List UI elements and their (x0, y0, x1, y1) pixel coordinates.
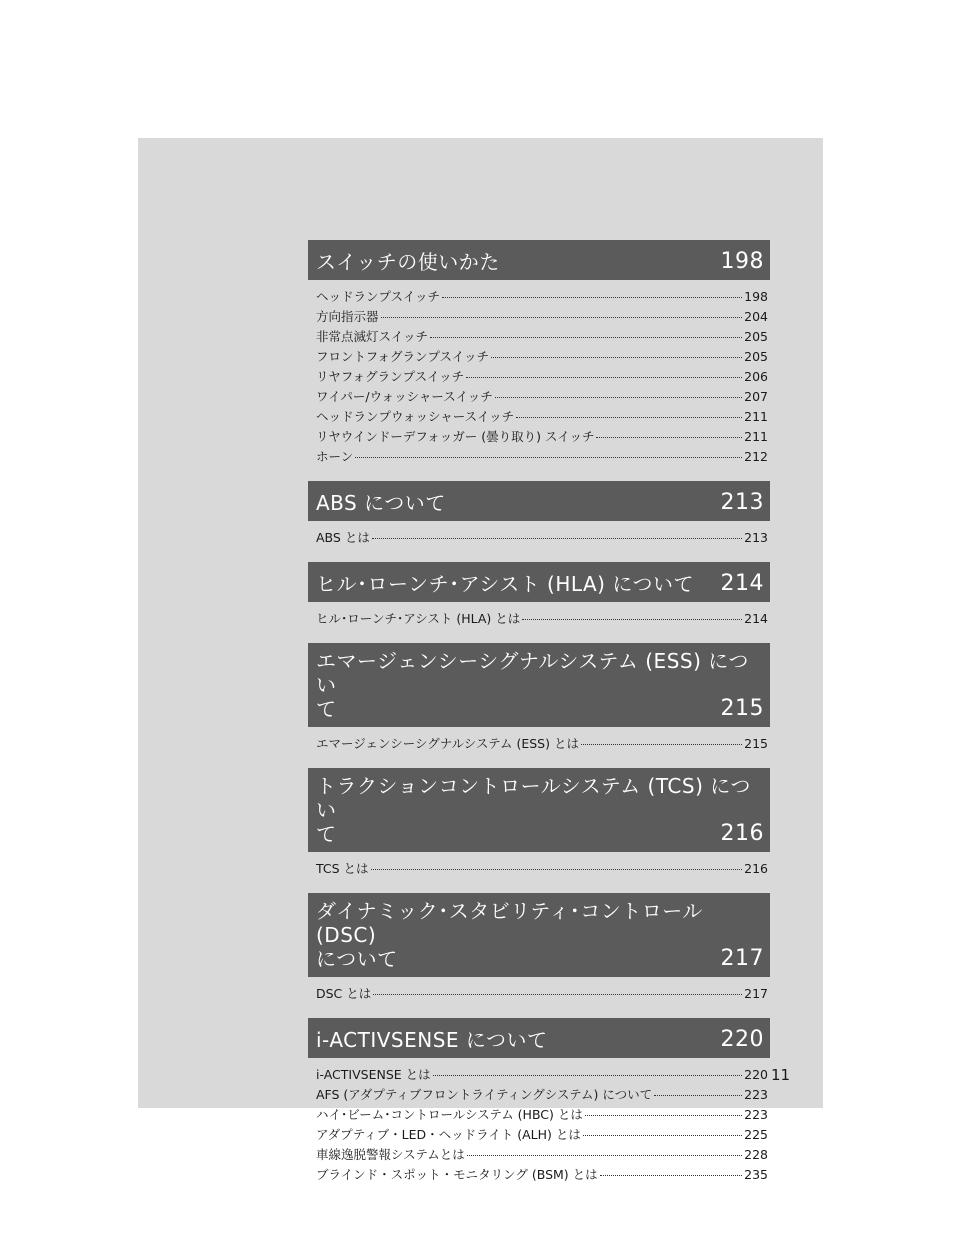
dot-leader (583, 1135, 742, 1136)
section-page-number: 216 (720, 821, 764, 846)
section-header[interactable] (308, 768, 770, 852)
dot-leader (372, 538, 742, 539)
section-header[interactable] (308, 643, 770, 727)
toc-entry[interactable] (316, 1085, 768, 1105)
section-page-number: 213 (720, 490, 764, 515)
section-page-number: 217 (720, 946, 764, 971)
page-folio-number: 11 (771, 1066, 791, 1084)
entry-list (308, 521, 770, 548)
entry-page: 216 (744, 861, 768, 876)
entry-page: 206 (744, 369, 768, 384)
toc-entry[interactable] (316, 427, 768, 447)
toc-section-dsc (308, 893, 770, 1004)
entry-label: 方向指示器 (316, 309, 379, 324)
entry-label: ブラインド・スポット・モニタリング (BSM) とは (316, 1167, 598, 1182)
toc-entry[interactable] (316, 307, 768, 327)
entry-label: ヘッドランプスイッチ (316, 289, 441, 304)
entry-page: 215 (744, 736, 768, 751)
entry-label: ワイパー/ウォッシャースイッチ (316, 389, 493, 404)
toc-entry[interactable] (316, 734, 768, 754)
section-title-line2: て (316, 697, 337, 721)
dot-leader (466, 377, 742, 378)
section-header[interactable] (308, 481, 770, 521)
entry-page: 223 (744, 1107, 768, 1122)
dot-leader (355, 457, 742, 458)
entry-page: 211 (744, 429, 768, 444)
entry-page: 211 (744, 409, 768, 424)
entry-label: TCS とは (316, 861, 369, 876)
entry-label: ホーン (316, 449, 354, 464)
dot-leader (600, 1175, 742, 1176)
entry-label: ヒル･ローンチ･アシスト (HLA) とは (316, 611, 521, 626)
entry-page: 225 (744, 1127, 768, 1142)
entry-label: 車線逸脱警報システムとは (316, 1147, 465, 1162)
toc-entry[interactable] (316, 1065, 768, 1085)
entry-list (308, 977, 770, 1004)
dot-leader (371, 869, 743, 870)
dot-leader (442, 297, 742, 298)
entry-label: ヘッドランプウォッシャースイッチ (316, 409, 515, 424)
toc-page (138, 138, 823, 1182)
entry-label: i-ACTIVSENSE とは (316, 1067, 431, 1082)
section-header[interactable] (308, 893, 770, 977)
entry-page: 212 (744, 449, 768, 464)
entry-label: リヤフォグランプスイッチ (316, 369, 465, 384)
toc-entry[interactable] (316, 1125, 768, 1145)
section-title-line1: エマージェンシーシグナルシステム (ESS) につい (316, 649, 749, 697)
section-title-line1: ダイナミック･スタビリティ･コントロール (DSC) (316, 899, 703, 947)
toc-entry[interactable] (316, 859, 768, 879)
toc-entry[interactable] (316, 387, 768, 407)
entry-page: 204 (744, 309, 768, 324)
section-title-line2: て (316, 822, 337, 846)
entry-label: ABS とは (316, 530, 370, 545)
section-page-number: 220 (720, 1027, 764, 1052)
entry-label: アダプティブ・LED・ヘッドライト (ALH) とは (316, 1127, 581, 1142)
entry-page: 228 (744, 1147, 768, 1162)
dot-leader (654, 1095, 742, 1096)
dot-leader (495, 397, 742, 398)
entry-list (308, 280, 770, 467)
toc-section-tcs (308, 768, 770, 879)
toc-section-switches (308, 240, 770, 467)
entry-label: リヤウインドーデフォッガー (曇り取り) スイッチ (316, 429, 595, 444)
entry-page: 214 (744, 611, 768, 626)
entry-page: 223 (744, 1087, 768, 1102)
toc-entry[interactable] (316, 1165, 768, 1185)
entry-label: フロントフォグランプスイッチ (316, 349, 490, 364)
table-of-contents (308, 240, 770, 1199)
dot-leader (433, 1075, 743, 1076)
entry-page: 205 (744, 349, 768, 364)
section-title: i-ACTIVSENSE について (316, 1028, 548, 1052)
toc-entry[interactable] (316, 609, 768, 629)
toc-entry[interactable] (316, 1105, 768, 1125)
toc-section-i-activsense (308, 1018, 770, 1185)
dot-leader (381, 317, 743, 318)
toc-entry[interactable] (316, 447, 768, 467)
toc-entry[interactable] (316, 287, 768, 307)
section-header[interactable] (308, 562, 770, 602)
entry-list (308, 602, 770, 629)
entry-label: 非常点滅灯スイッチ (316, 329, 429, 344)
entry-page: 220 (744, 1067, 768, 1082)
section-page-number: 214 (720, 571, 764, 596)
toc-entry[interactable] (316, 984, 768, 1004)
section-title: スイッチの使いかた (316, 250, 500, 274)
toc-entry[interactable] (316, 407, 768, 427)
entry-label: ハイ･ビーム･コントロールシステム (HBC) とは (316, 1107, 583, 1122)
dot-leader (467, 1155, 742, 1156)
dot-leader (516, 417, 742, 418)
entry-page: 198 (744, 289, 768, 304)
toc-section-ess (308, 643, 770, 754)
entry-label: DSC とは (316, 986, 372, 1001)
section-header[interactable] (308, 240, 770, 280)
section-title-line1: トラクションコントロールシステム (TCS) につい (316, 774, 751, 822)
toc-entry[interactable] (316, 367, 768, 387)
dot-leader (596, 437, 742, 438)
entry-page: 235 (744, 1167, 768, 1182)
section-title-line2: について (316, 947, 398, 971)
toc-entry[interactable] (316, 347, 768, 367)
dot-leader (585, 1115, 742, 1116)
dot-leader (373, 994, 742, 995)
entry-page: 217 (744, 986, 768, 1001)
toc-section-abs (308, 481, 770, 548)
section-header[interactable] (308, 1018, 770, 1058)
section-title: ABS について (316, 491, 446, 515)
dot-leader (581, 744, 742, 745)
entry-list (308, 1058, 770, 1185)
entry-page: 213 (744, 530, 768, 545)
section-page-number: 198 (720, 249, 764, 274)
section-page-number: 215 (720, 696, 764, 721)
toc-entry[interactable] (316, 1145, 768, 1165)
entry-label: AFS (アダプティブフロントライティングシステム) について (316, 1087, 653, 1102)
entry-label: エマージェンシーシグナルシステム (ESS) とは (316, 736, 579, 751)
entry-list (308, 727, 770, 754)
entry-page: 207 (744, 389, 768, 404)
dot-leader (430, 337, 742, 338)
toc-entry[interactable] (316, 528, 768, 548)
section-title: ヒル･ローンチ･アシスト (HLA) について (316, 572, 694, 596)
dot-leader (522, 619, 742, 620)
toc-section-hla (308, 562, 770, 629)
toc-entry[interactable] (316, 327, 768, 347)
dot-leader (491, 357, 742, 358)
entry-page: 205 (744, 329, 768, 344)
entry-list (308, 852, 770, 879)
